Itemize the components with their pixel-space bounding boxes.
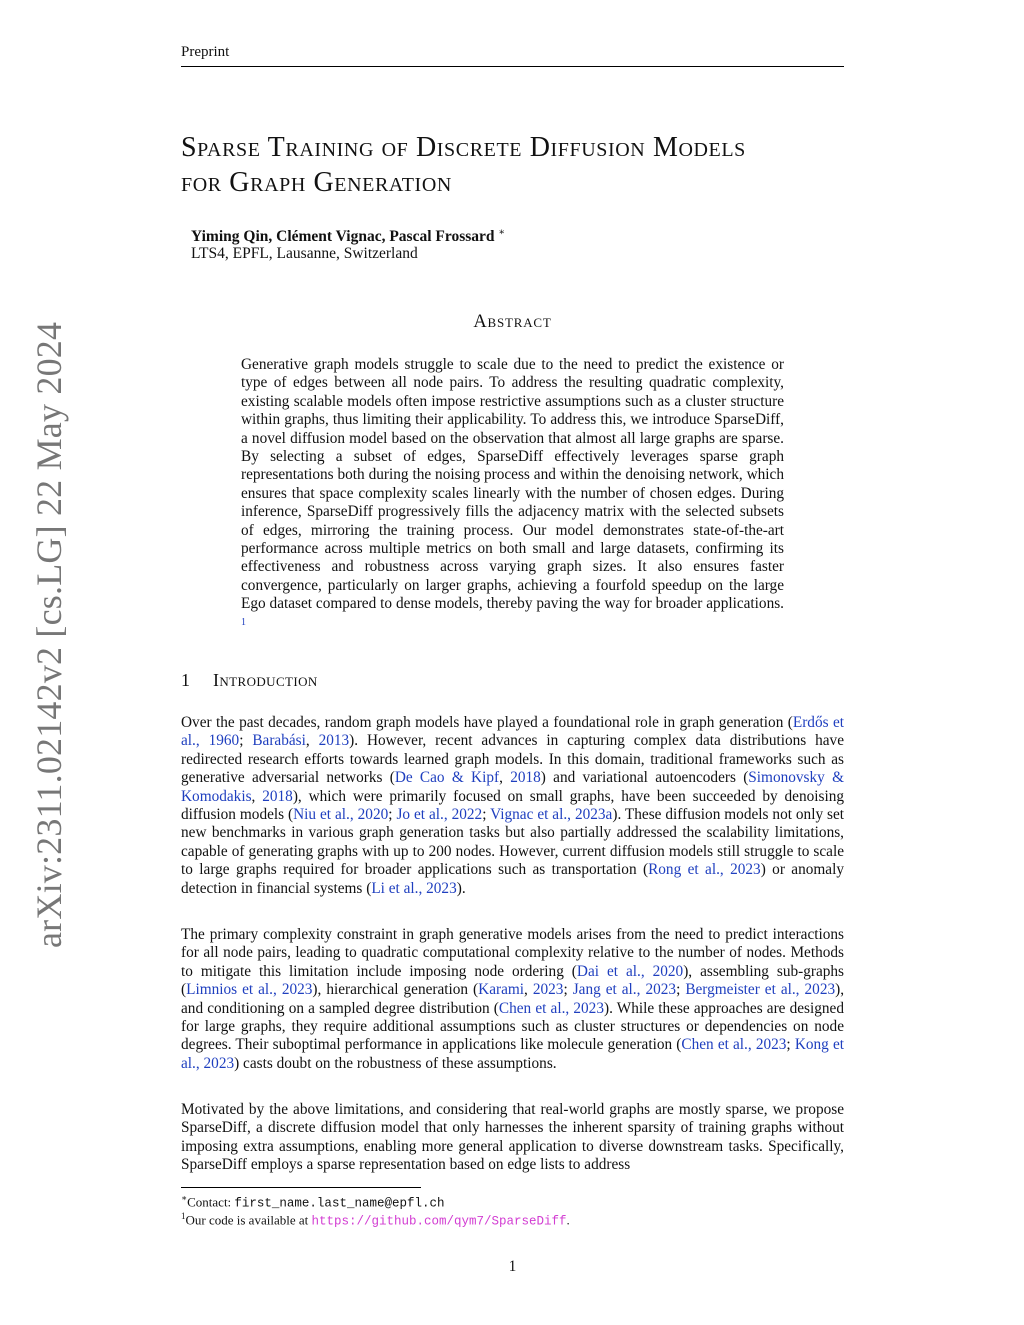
citation-link[interactable]: 2023	[281, 981, 313, 999]
citation-link[interactable]: Li et al.,	[371, 879, 423, 897]
citation-link[interactable]: 2023	[755, 1036, 787, 1054]
paragraph-text: ,	[499, 769, 511, 787]
citation-link[interactable]: Rong et al., 2023	[648, 861, 761, 879]
footnote-mark-2: 1	[181, 1211, 186, 1221]
paragraph-text: ;	[388, 806, 397, 824]
paragraph-text: ).	[456, 879, 466, 897]
paragraph-text: ;	[239, 732, 253, 750]
paragraph-text: ;	[676, 981, 686, 999]
paragraph-text: ). While these approaches are designed for large graphs, they require additional assumptions such as cluster structures or dependencies on node degrees. Their suboptimal performance in applications like molecule generation (	[181, 999, 844, 1054]
citation-link[interactable]: Kong et al.,	[181, 1036, 844, 1072]
paragraph-text: ), which were primarily focused on small graphs, have been succeeded by denoising diffusion models (	[181, 787, 844, 824]
abstract-text: Generative graph models struggle to scale due to the need to predict the existence or type of edges between all node pairs. To address the resulting quadratic complexity, existing scalable models often impose restrictive assumptions such as a cluster structure within graphs, thus limiting their applicability. To address this, we introduce SparseDiff, a novel diffusion model based on the observation that almost all large graphs are sparse. By selecting a subset of edges, SparseDiff effectively leverages sparse graph representations both during the noising process and within the denoising network, which ensures that space complexity scales linearly with the number of chosen edges. During inference, SparseDiff progressively fills the adjacency matrix with the selected subsets of edges, mirroring the training process. Our model demonstrates state-of-the-art performance across multiple metrics on both small and large datasets, confirming its effectiveness and robustness across varying graph sizes. It also ensures faster convergence, particularly on larger graphs, achieving a fourfold speedup on the large Ego dataset compared to dense models, thereby paving the way for broader applications.	[241, 356, 784, 613]
citation-link[interactable]: Chen et al.,	[498, 999, 570, 1017]
citation-link[interactable]: Simonovsky & Komodakis	[181, 769, 844, 805]
paragraph-text: ). These diffusion models not only set new benchmarks in various graph generation tasks but also partially addressed the scalability limitations, capable of generating graphs with up to 200 nodes. However, current diffusion models still struggle to scale to large graphs required for broader applications such as transportation (	[181, 806, 845, 879]
section-number: 1	[181, 670, 191, 690]
paragraph-text: ) or anomaly detection in financial systems (	[181, 861, 844, 897]
paragraph-text	[200, 732, 209, 749]
citation-link[interactable]: 2022	[451, 806, 483, 824]
contact-email: first_name.last_name@epfl.ch	[234, 1196, 445, 1211]
code-url-link[interactable]: https://github.com/qym7/SparseDiff	[311, 1214, 567, 1229]
paper-title	[181, 130, 871, 200]
abstract-body	[241, 356, 784, 636]
paragraph-text: ;	[563, 981, 573, 999]
footnote-mark-1: ∗	[181, 1193, 188, 1203]
author-list	[191, 227, 505, 246]
citation-link[interactable]: 2023	[203, 1054, 235, 1072]
paragraph-text: ) and variational autoencoders (	[540, 769, 749, 787]
title-line-1: Sparse Training of Discrete Diffusion Models	[181, 132, 746, 163]
footnote-rule	[181, 1187, 421, 1188]
paragraph-text: ;	[786, 1036, 795, 1054]
abstract-heading: Abstract	[473, 312, 552, 332]
footnote-code-end: .	[566, 1212, 570, 1228]
author-footnote-mark: ∗	[498, 227, 506, 238]
running-head: Preprint	[181, 44, 230, 60]
citation-link[interactable]: Vignac et al.,	[490, 806, 571, 824]
citation-link[interactable]: 2023	[573, 999, 604, 1017]
citation-link[interactable]: Jang et al.,	[572, 981, 641, 999]
section-title: Introduction	[213, 670, 318, 690]
citation-link[interactable]: Dai et al.,	[576, 962, 645, 980]
paragraph-text: ,	[251, 787, 263, 805]
abstract-footnote-link[interactable]: 1	[241, 616, 246, 628]
citation-link[interactable]: Bergmeister et al.,	[685, 981, 800, 999]
citation-link[interactable]: 2018	[510, 769, 541, 787]
footnote-code-label: Our code is available at	[185, 1212, 312, 1228]
paragraph-text: Motivated by the above limitations, and considering that real-world graphs are mostly sparse, we propose SparseDiff, a discrete diffusion model that only harnesses the inherent sparsity of training graphs without imposing extra assumptions, enabling more general application to diverse downstream tasks. Specifically, SparseDiff employs a sparse representation based on edge lists to address	[181, 1101, 844, 1174]
intro-paragraph-2	[181, 926, 844, 1073]
paragraph-text	[645, 963, 653, 980]
affiliation: LTS4, EPFL, Lausanne, Switzerland	[191, 245, 418, 262]
citation-link[interactable]: Chen et al.,	[681, 1036, 752, 1054]
citation-link[interactable]: 2023	[426, 879, 457, 897]
page-number: 1	[508, 1258, 517, 1275]
intro-paragraph-3	[181, 1101, 844, 1175]
paragraph-text: ) casts doubt on the robustness of these assumptions.	[234, 1054, 557, 1072]
paragraph-text: The primary complexity constraint in graph generative models arises from the need to predict interactions for all node pairs, leading to quadratic computational complexity relative to the number of nodes. Methods to mitigate this limitation include imposing node ordering (	[181, 926, 844, 980]
paragraph-text: ), assembling sub-graphs (	[181, 962, 844, 999]
citation-link[interactable]: 2013	[318, 732, 350, 750]
citation-link[interactable]: Jo et al.,	[396, 806, 448, 824]
citation-link[interactable]: Erdős et al.,	[181, 714, 844, 750]
citation-link[interactable]: De Cao & Kipf	[394, 769, 500, 787]
author-names: Yiming Qin, Clément Vignac, Pascal Frossard	[191, 228, 495, 246]
citation-link[interactable]: 2023	[645, 981, 677, 999]
citation-link[interactable]: 1960	[208, 732, 240, 750]
title-line-2: for Graph Generation	[181, 167, 452, 198]
header-rule	[181, 66, 844, 67]
citation-link[interactable]: 2018	[262, 787, 293, 805]
citation-link[interactable]: 2020	[357, 806, 389, 824]
paragraph-text: ,	[305, 732, 319, 750]
citation-link[interactable]: 2023	[532, 981, 564, 999]
arxiv-sidebar-stamp: arXiv:2311.02142v2 [cs.LG] 22 May 2024	[29, 321, 69, 948]
footnote-contact-label: Contact:	[187, 1194, 235, 1210]
footnote-code	[181, 1208, 570, 1229]
paragraph-text: ). However, recent advances in capturing complex data distributions have redirected research efforts towards learned graph models. In this domain, traditional frameworks such as generative adversarial networks (	[181, 732, 844, 787]
citation-link[interactable]: Niu et al.,	[293, 806, 354, 824]
paragraph-text: ;	[482, 806, 491, 824]
citation-link[interactable]: Karami	[478, 981, 525, 999]
paragraph-text: ), hierarchical generation (	[312, 981, 479, 999]
paragraph-text: ), and conditioning on a sampled degree distribution (	[181, 981, 845, 1017]
citation-link[interactable]: 2020	[652, 962, 684, 980]
citation-link[interactable]: 2023	[804, 981, 836, 999]
paragraph-text: ,	[524, 981, 533, 999]
citation-link[interactable]: Barabási	[252, 732, 306, 750]
paragraph-text: Over the past decades, random graph models have played a foundational role in graph generation (	[181, 714, 793, 731]
citation-link[interactable]: 2023a	[574, 806, 613, 824]
intro-paragraph-1	[181, 714, 844, 898]
citation-link[interactable]: Limnios et al.,	[186, 981, 277, 999]
section-heading-introduction	[181, 670, 318, 691]
